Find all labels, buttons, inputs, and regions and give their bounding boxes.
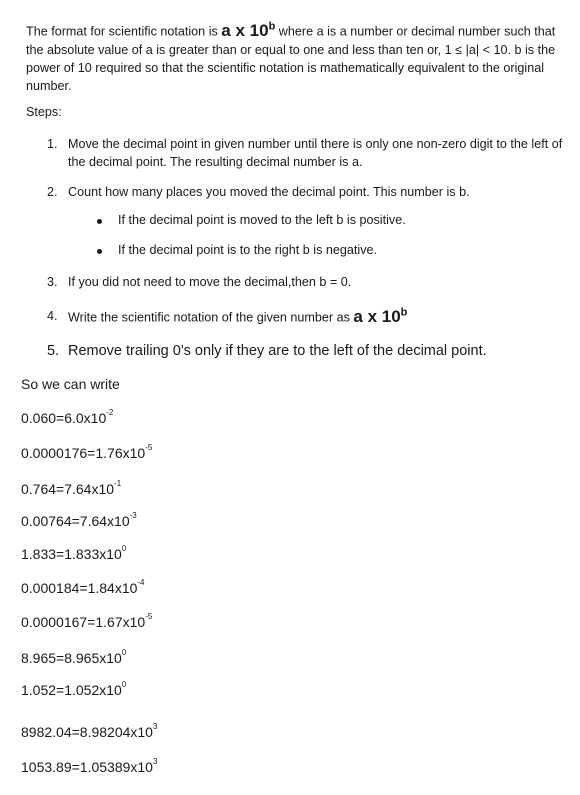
equation-line: $1053.89=1.05389x10^3$ <box>21 757 158 775</box>
step-1 <box>47 135 567 171</box>
step-text: Remove trailing 0's only if they are to the left of the decimal point. <box>68 343 487 359</box>
so-we-can-write: So we can write <box>21 376 120 392</box>
intro-text-after: where a is a number or decimal number such that the absolute value of a is greater than or equal to one and less than ten or, 1 ≤ |a| < 10. b is the power of 10 required so that the scientific notation is mathematically equivalent to the original number. <box>26 24 556 93</box>
step-text: Move the decimal point in given number until there is only one non-zero digit to the left of the decimal point. The resulting decimal number is a. <box>68 137 563 169</box>
step-number: 1. <box>47 137 58 151</box>
bullet-item: If the decimal point is moved to the left b is positive. <box>118 213 406 227</box>
step-number: 3. <box>47 275 58 289</box>
equation-line: $0.00764=7.64x10^{-3}$ <box>21 511 137 529</box>
bullet-item: If the decimal point is to the right b is negative. <box>118 243 378 257</box>
bullet-dot <box>97 249 102 254</box>
step-text: Count how many places you moved the decimal point. This number is b. <box>68 185 470 199</box>
step-number: 5. <box>47 343 60 359</box>
step-5 <box>47 343 577 359</box>
steps-heading: Steps: <box>26 105 62 119</box>
step-text: Write the scientific notation of the given number as a x 10$^b$ <box>68 306 408 326</box>
step-number: 2. <box>47 185 58 199</box>
step-2 <box>47 183 567 201</box>
intro-text-before: The format for scientific notation is <box>26 24 222 39</box>
step-4 <box>47 303 567 327</box>
step-3 <box>47 273 567 291</box>
bullet-dot <box>97 219 102 224</box>
step-number: 4. <box>47 309 58 323</box>
equation-line: $1.052=1.052x10^0$ <box>21 680 127 698</box>
intro-paragraph <box>26 17 574 95</box>
equation-line: $0.000184=1.84x10^{-4}$ <box>21 578 145 596</box>
formula-a-x-10b: a x 10$^b$ <box>353 306 408 326</box>
equation-line: $0.764=7.64x10^{-1}$ <box>21 479 122 497</box>
equation-line: $0.060=6.0x10^{-2}$ <box>21 408 114 426</box>
equation-line: $0.0000176=1.76x10^{-5}$ <box>21 443 153 461</box>
equation-line: $1.833=1.833x10^0$ <box>21 544 127 562</box>
equation-line: $8982.04=8.98204x10^3$ <box>21 722 158 740</box>
equation-line: $0.0000167=1.67x10^{-5}$ <box>21 612 153 630</box>
step-text: If you did not need to move the decimal,then b = 0. <box>68 275 352 289</box>
equation-line: $8.965=8.965x10^0$ <box>21 648 127 666</box>
formula-a-x-10b: a x 10$^b$ <box>221 20 276 40</box>
